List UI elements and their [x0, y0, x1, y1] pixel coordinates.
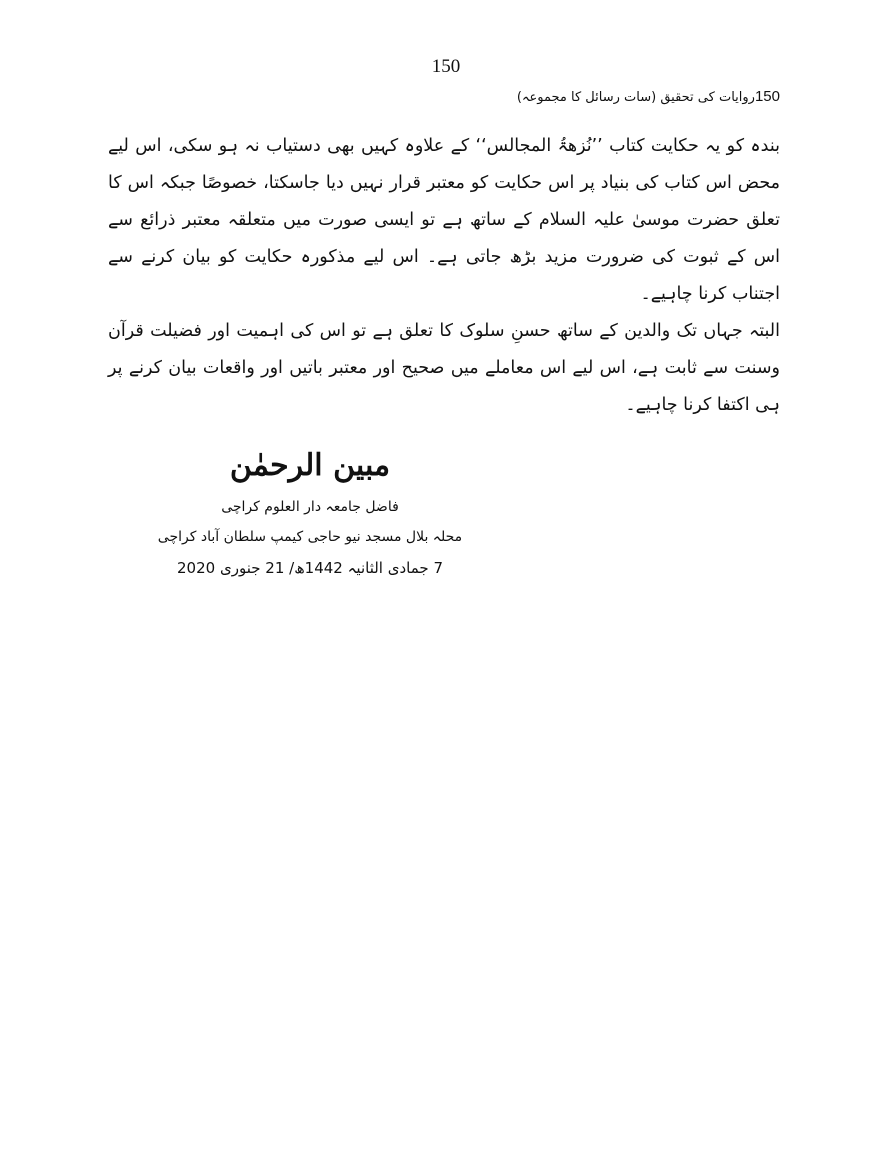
running-header-title: روایات کی تحقیق (سات رسائل کا مجموعہ) [516, 90, 755, 105]
author-affiliation: فاضل جامعہ دار العلوم کراچی [221, 499, 399, 515]
signature-block [150, 440, 470, 584]
running-header-number: 150 [754, 88, 780, 105]
paragraph-1: بندہ کو یہ حکایت کتاب ’’نُزھۃُ المجالس‘‘ کے علاوہ کہیں بھی دستیاب نہ ہو سکی، اس لیے محض اس کتاب کی بنیاد پر اس حکایت کو معتبر قرار نہیں دیا جاسکتا، خصوصًا جبکہ اس کا تعلق حضرت موسیٰ علیہ السلام کے ساتھ ہے تو ایسی صورت میں متعلقہ معتبر ذرائع سے اس کے ثبوت کی ضرورت مزید بڑھ جاتی ہے۔ اس لیے مذکورہ حکایت کو بیان کرنے سے اجتناب کرنا چاہیے۔ [108, 136, 780, 304]
running-header [517, 88, 780, 105]
author-date: 7 جمادی الثانیہ 1442ھ/ 21 جنوری 2020 [177, 559, 443, 577]
author-address: محلہ بلال مسجد نیو حاجی کیمپ سلطان آباد کراچی [157, 529, 463, 545]
author-name: مبین الرحمٰن [229, 448, 391, 483]
paragraph-2: البتہ جہاں تک والدین کے ساتھ حسنِ سلوک کا تعلق ہے تو اس کی اہمیت اور فضیلت قرآن وسنت سے ثابت ہے، اس لیے اس معاملے میں صحیح اور معتبر باتیں اور واقعات بیان کرنے پر ہی اکتفا کرنا چاہیے۔ [108, 321, 780, 415]
page-number: 150 [431, 56, 461, 77]
body-text [108, 128, 780, 424]
